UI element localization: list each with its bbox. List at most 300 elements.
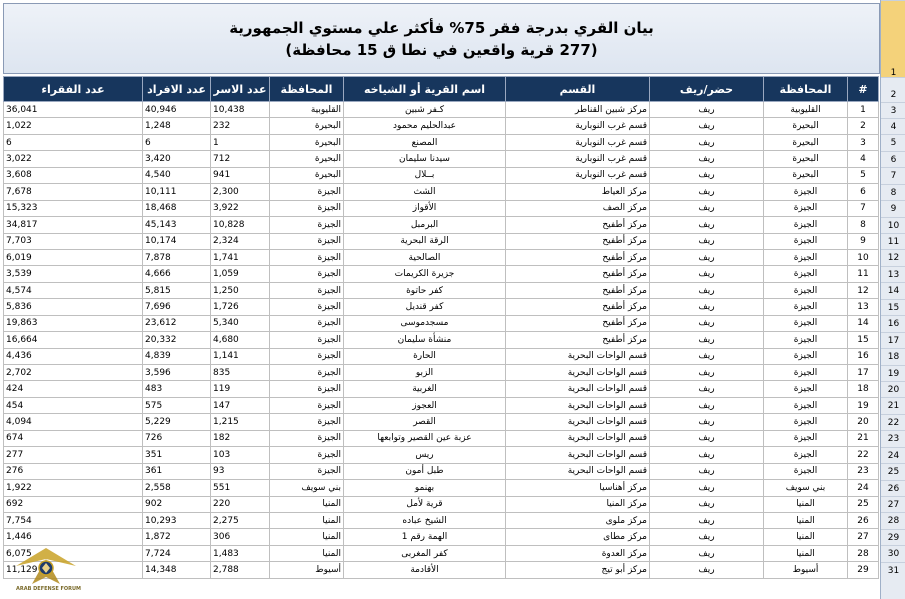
cell-individuals[interactable]: 18,468 <box>143 200 211 216</box>
cell-governorate-2[interactable]: المنيا <box>270 545 344 561</box>
cell-urban-rural[interactable]: ريف <box>650 151 764 167</box>
cell-governorate[interactable]: الجيزة <box>764 315 848 331</box>
cell-governorate-2[interactable]: المنيا <box>270 496 344 512</box>
cell-individuals[interactable]: 4,839 <box>143 348 211 364</box>
cell-index[interactable]: 3 <box>848 134 879 150</box>
cell-village[interactable]: الغربية <box>344 381 506 397</box>
row-number[interactable]: 14 <box>881 282 905 298</box>
cell-governorate[interactable]: الجيزة <box>764 299 848 315</box>
row-number[interactable]: 26 <box>881 480 905 496</box>
cell-individuals[interactable]: 40,946 <box>143 102 211 118</box>
cell-index[interactable]: 25 <box>848 496 879 512</box>
cell-district[interactable]: مركز شبين القناطر <box>506 102 650 118</box>
cell-urban-rural[interactable]: ريف <box>650 430 764 446</box>
cell-poor[interactable]: 11,129 <box>4 562 143 578</box>
cell-households[interactable]: 2,324 <box>211 233 270 249</box>
cell-index[interactable]: 2 <box>848 118 879 134</box>
cell-governorate[interactable]: الجيزة <box>764 414 848 430</box>
cell-urban-rural[interactable]: ريف <box>650 282 764 298</box>
cell-urban-rural[interactable]: ريف <box>650 118 764 134</box>
row-number-column <box>880 0 905 599</box>
cell-governorate-2[interactable]: الجيزة <box>270 414 344 430</box>
cell-district[interactable]: مركز الصف <box>506 200 650 216</box>
cell-district[interactable]: قسم غرب النوبارية <box>506 134 650 150</box>
row-number[interactable]: 4 <box>881 118 905 134</box>
cell-individuals[interactable]: 7,696 <box>143 299 211 315</box>
cell-urban-rural[interactable]: ريف <box>650 102 764 118</box>
cell-village[interactable]: الشيخ عباده <box>344 512 506 528</box>
cell-district[interactable]: قسم الواحات البحرية <box>506 463 650 479</box>
cell-poor[interactable]: 2,702 <box>4 365 143 381</box>
row-number[interactable]: 7 <box>881 167 905 183</box>
row-number[interactable]: 17 <box>881 332 905 348</box>
cell-poor[interactable]: 674 <box>4 430 143 446</box>
cell-urban-rural[interactable]: ريف <box>650 348 764 364</box>
cell-poor[interactable]: 6,019 <box>4 249 143 265</box>
cell-governorate[interactable]: الجيزة <box>764 217 848 233</box>
cell-poor[interactable]: 277 <box>4 447 143 463</box>
cell-district[interactable]: مركز أطفيح <box>506 315 650 331</box>
cell-urban-rural[interactable]: ريف <box>650 414 764 430</box>
cell-urban-rural[interactable]: ريف <box>650 266 764 282</box>
cell-households[interactable]: 1,741 <box>211 249 270 265</box>
cell-governorate-2[interactable]: البحيرة <box>270 118 344 134</box>
cell-governorate[interactable]: أسيوط <box>764 562 848 578</box>
cell-governorate-2[interactable]: الجيزة <box>270 365 344 381</box>
cell-households[interactable]: 220 <box>211 496 270 512</box>
cell-individuals[interactable]: 14,348 <box>143 562 211 578</box>
cell-governorate[interactable]: الجيزة <box>764 282 848 298</box>
cell-urban-rural[interactable]: ريف <box>650 200 764 216</box>
cell-poor[interactable]: 5,836 <box>4 299 143 315</box>
cell-governorate-2[interactable]: الجيزة <box>270 447 344 463</box>
cell-individuals[interactable]: 575 <box>143 397 211 413</box>
cell-households[interactable]: 1,215 <box>211 414 270 430</box>
row-number[interactable]: 2 <box>881 77 905 102</box>
cell-poor[interactable]: 7,678 <box>4 184 143 200</box>
cell-urban-rural[interactable]: ريف <box>650 545 764 561</box>
cell-urban-rural[interactable]: ريف <box>650 496 764 512</box>
cell-governorate[interactable]: المنيا <box>764 545 848 561</box>
cell-poor[interactable]: 6,075 <box>4 545 143 561</box>
cell-index[interactable]: 7 <box>848 200 879 216</box>
cell-poor[interactable]: 4,094 <box>4 414 143 430</box>
cell-district[interactable]: قسم غرب النوبارية <box>506 151 650 167</box>
cell-index[interactable]: 12 <box>848 282 879 298</box>
cell-governorate-2[interactable]: البحيرة <box>270 167 344 183</box>
cell-individuals[interactable]: 2,558 <box>143 480 211 496</box>
cell-index[interactable]: 11 <box>848 266 879 282</box>
cell-district[interactable]: مركز أطفيح <box>506 299 650 315</box>
row-number[interactable]: 19 <box>881 365 905 381</box>
cell-governorate[interactable]: البحيرة <box>764 167 848 183</box>
cell-governorate-2[interactable]: المنيا <box>270 512 344 528</box>
cell-households[interactable]: 119 <box>211 381 270 397</box>
row-number[interactable]: 11 <box>881 233 905 249</box>
cell-index[interactable]: 24 <box>848 480 879 496</box>
cell-households[interactable]: 1,726 <box>211 299 270 315</box>
cell-urban-rural[interactable]: ريف <box>650 562 764 578</box>
cell-district[interactable]: مركز أطفيح <box>506 332 650 348</box>
cell-governorate-2[interactable]: الجيزة <box>270 332 344 348</box>
cell-households[interactable]: 306 <box>211 529 270 545</box>
cell-index[interactable]: 8 <box>848 217 879 233</box>
cell-index[interactable]: 27 <box>848 529 879 545</box>
row-number[interactable]: 31 <box>881 562 905 578</box>
row-number[interactable]: 28 <box>881 512 905 528</box>
cell-urban-rural[interactable]: ريف <box>650 233 764 249</box>
cell-urban-rural[interactable]: ريف <box>650 134 764 150</box>
cell-village[interactable]: عزبة عين القصير وتوابعها <box>344 430 506 446</box>
cell-poor[interactable]: 4,436 <box>4 348 143 364</box>
cell-urban-rural[interactable]: ريف <box>650 463 764 479</box>
cell-governorate[interactable]: الجيزة <box>764 447 848 463</box>
cell-district[interactable]: مركز العياط <box>506 184 650 200</box>
cell-index[interactable]: 5 <box>848 167 879 183</box>
cell-governorate-2[interactable]: الجيزة <box>270 200 344 216</box>
row-number[interactable]: 1 <box>881 0 905 77</box>
cell-urban-rural[interactable]: ريف <box>650 529 764 545</box>
cell-governorate[interactable]: الجيزة <box>764 200 848 216</box>
cell-households[interactable]: 10,828 <box>211 217 270 233</box>
table-row <box>4 200 879 216</box>
cell-households[interactable]: 1,483 <box>211 545 270 561</box>
cell-governorate[interactable]: القليوبية <box>764 102 848 118</box>
cell-index[interactable]: 26 <box>848 512 879 528</box>
row-number[interactable]: 20 <box>881 381 905 397</box>
cell-households[interactable]: 2,300 <box>211 184 270 200</box>
villages-table <box>3 76 879 579</box>
cell-village[interactable]: عبدالحليم محمود <box>344 118 506 134</box>
cell-district[interactable]: قسم الواحات البحرية <box>506 397 650 413</box>
cell-households[interactable]: 103 <box>211 447 270 463</box>
cell-individuals[interactable]: 3,420 <box>143 151 211 167</box>
cell-individuals[interactable]: 20,332 <box>143 332 211 348</box>
cell-index[interactable]: 6 <box>848 184 879 200</box>
cell-individuals[interactable]: 10,293 <box>143 512 211 528</box>
cell-urban-rural[interactable]: ريف <box>650 447 764 463</box>
cell-urban-rural[interactable]: ريف <box>650 381 764 397</box>
cell-governorate[interactable]: الجيزة <box>764 348 848 364</box>
cell-index[interactable]: 20 <box>848 414 879 430</box>
cell-district[interactable]: مركز مطاى <box>506 529 650 545</box>
cell-index[interactable]: 14 <box>848 315 879 331</box>
cell-index[interactable]: 28 <box>848 545 879 561</box>
cell-governorate-2[interactable]: أسيوط <box>270 562 344 578</box>
cell-individuals[interactable]: 726 <box>143 430 211 446</box>
row-number[interactable]: 21 <box>881 397 905 413</box>
cell-district[interactable]: مركز أطفيح <box>506 233 650 249</box>
cell-governorate-2[interactable]: الجيزة <box>270 299 344 315</box>
cell-governorate[interactable]: الجيزة <box>764 430 848 446</box>
cell-individuals[interactable]: 361 <box>143 463 211 479</box>
cell-village[interactable]: الشث <box>344 184 506 200</box>
row-number[interactable]: 9 <box>881 200 905 216</box>
cell-governorate-2[interactable]: الجيزة <box>270 315 344 331</box>
cell-households[interactable]: 232 <box>211 118 270 134</box>
cell-poor[interactable]: 4,574 <box>4 282 143 298</box>
cell-households[interactable]: 835 <box>211 365 270 381</box>
cell-urban-rural[interactable]: ريف <box>650 332 764 348</box>
cell-village[interactable]: المصنع <box>344 134 506 150</box>
row-number[interactable]: 29 <box>881 529 905 545</box>
cell-governorate[interactable]: الجيزة <box>764 397 848 413</box>
cell-poor[interactable]: 16,664 <box>4 332 143 348</box>
cell-governorate-2[interactable]: الجيزة <box>270 397 344 413</box>
cell-households[interactable]: 941 <box>211 167 270 183</box>
cell-governorate[interactable]: الجيزة <box>764 249 848 265</box>
cell-governorate[interactable]: البحيرة <box>764 151 848 167</box>
cell-governorate[interactable]: المنيا <box>764 529 848 545</box>
cell-village[interactable]: الهمة رقم 1 <box>344 529 506 545</box>
cell-individuals[interactable]: 351 <box>143 447 211 463</box>
row-number[interactable]: 22 <box>881 414 905 430</box>
cell-individuals[interactable]: 6 <box>143 134 211 150</box>
cell-village[interactable]: ريس <box>344 447 506 463</box>
cell-poor[interactable]: 1,922 <box>4 480 143 496</box>
cell-individuals[interactable]: 7,878 <box>143 249 211 265</box>
cell-governorate-2[interactable]: الجيزة <box>270 233 344 249</box>
cell-urban-rural[interactable]: ريف <box>650 365 764 381</box>
row-number[interactable]: 15 <box>881 299 905 315</box>
cell-governorate[interactable]: الجيزة <box>764 365 848 381</box>
cell-index[interactable]: 21 <box>848 430 879 446</box>
cell-individuals[interactable]: 5,229 <box>143 414 211 430</box>
cell-index[interactable]: 4 <box>848 151 879 167</box>
cell-poor[interactable]: 7,703 <box>4 233 143 249</box>
cell-poor[interactable]: 454 <box>4 397 143 413</box>
cell-poor[interactable]: 3,539 <box>4 266 143 282</box>
cell-village[interactable]: كـفر شبين <box>344 102 506 118</box>
cell-urban-rural[interactable]: ريف <box>650 217 764 233</box>
cell-governorate[interactable]: الجيزة <box>764 184 848 200</box>
cell-governorate-2[interactable]: الجيزة <box>270 217 344 233</box>
cell-district[interactable]: مركز أطفيح <box>506 282 650 298</box>
cell-village[interactable]: القصر <box>344 414 506 430</box>
row-number[interactable]: 18 <box>881 348 905 364</box>
cell-poor[interactable]: 692 <box>4 496 143 512</box>
cell-governorate-2[interactable]: الجيزة <box>270 463 344 479</box>
cell-households[interactable]: 10,438 <box>211 102 270 118</box>
table-row <box>4 299 879 315</box>
cell-village[interactable]: كفر قنديل <box>344 299 506 315</box>
cell-governorate[interactable]: الجيزة <box>764 463 848 479</box>
cell-district[interactable]: قسم الواحات البحرية <box>506 414 650 430</box>
cell-households[interactable]: 2,275 <box>211 512 270 528</box>
cell-district[interactable]: قسم الواحات البحرية <box>506 348 650 364</box>
cell-district[interactable]: مركز أطفيح <box>506 266 650 282</box>
row-number[interactable]: 10 <box>881 217 905 233</box>
cell-village[interactable]: سيدنا سليمان <box>344 151 506 167</box>
cell-governorate-2[interactable]: الجيزة <box>270 266 344 282</box>
cell-index[interactable]: 1 <box>848 102 879 118</box>
row-number[interactable]: 12 <box>881 249 905 265</box>
table-body <box>4 102 879 579</box>
cell-governorate[interactable]: المنيا <box>764 496 848 512</box>
cell-urban-rural[interactable]: ريف <box>650 512 764 528</box>
cell-governorate-2[interactable]: القليوبية <box>270 102 344 118</box>
cell-village[interactable]: الرقة البحرية <box>344 233 506 249</box>
cell-households[interactable]: 182 <box>211 430 270 446</box>
cell-poor[interactable]: 15,323 <box>4 200 143 216</box>
cell-poor[interactable]: 19,863 <box>4 315 143 331</box>
row-number[interactable]: 3 <box>881 102 905 118</box>
cell-urban-rural[interactable]: ريف <box>650 167 764 183</box>
cell-district[interactable]: مركز أطفيح <box>506 217 650 233</box>
cell-village[interactable]: كفر حاتوة <box>344 282 506 298</box>
cell-district[interactable]: مركز المنيا <box>506 496 650 512</box>
cell-poor[interactable]: 3,022 <box>4 151 143 167</box>
cell-poor[interactable]: 34,817 <box>4 217 143 233</box>
cell-village[interactable]: الصالحية <box>344 249 506 265</box>
cell-governorate[interactable]: بني سويف <box>764 480 848 496</box>
cell-village[interactable]: مسجدموسى <box>344 315 506 331</box>
cell-village[interactable]: العجوز <box>344 397 506 413</box>
cell-district[interactable]: قسم الواحات البحرية <box>506 430 650 446</box>
cell-households[interactable]: 1,141 <box>211 348 270 364</box>
cell-poor[interactable]: 276 <box>4 463 143 479</box>
cell-individuals[interactable]: 23,612 <box>143 315 211 331</box>
cell-households[interactable]: 1 <box>211 134 270 150</box>
title-box <box>3 3 880 74</box>
cell-individuals[interactable]: 10,174 <box>143 233 211 249</box>
row-number[interactable]: 24 <box>881 447 905 463</box>
cell-governorate[interactable]: المنيا <box>764 512 848 528</box>
cell-individuals[interactable]: 7,724 <box>143 545 211 561</box>
cell-governorate[interactable]: البحيرة <box>764 118 848 134</box>
cell-urban-rural[interactable]: ريف <box>650 397 764 413</box>
cell-index[interactable]: 13 <box>848 299 879 315</box>
cell-households[interactable]: 2,788 <box>211 562 270 578</box>
cell-individuals[interactable]: 45,143 <box>143 217 211 233</box>
cell-poor[interactable]: 1,446 <box>4 529 143 545</box>
cell-households[interactable]: 147 <box>211 397 270 413</box>
cell-individuals[interactable]: 1,872 <box>143 529 211 545</box>
cell-governorate-2[interactable]: الجيزة <box>270 430 344 446</box>
cell-village[interactable]: كفر المغربى <box>344 545 506 561</box>
cell-district[interactable]: قسم غرب النوبارية <box>506 167 650 183</box>
cell-governorate[interactable]: الجيزة <box>764 266 848 282</box>
cell-district[interactable]: مركز العدوة <box>506 545 650 561</box>
cell-poor[interactable]: 36,041 <box>4 102 143 118</box>
cell-district[interactable]: مركز ملوى <box>506 512 650 528</box>
cell-poor[interactable]: 3,608 <box>4 167 143 183</box>
cell-individuals[interactable]: 1,248 <box>143 118 211 134</box>
cell-index[interactable]: 23 <box>848 463 879 479</box>
cell-households[interactable]: 551 <box>211 480 270 496</box>
cell-governorate-2[interactable]: المنيا <box>270 529 344 545</box>
cell-village[interactable]: الزبو <box>344 365 506 381</box>
cell-district[interactable]: قسم الواحات البحرية <box>506 365 650 381</box>
cell-individuals[interactable]: 4,666 <box>143 266 211 282</box>
cell-households[interactable]: 4,680 <box>211 332 270 348</box>
cell-village[interactable]: قرية لأمل <box>344 496 506 512</box>
table-header-row <box>4 77 879 102</box>
cell-index[interactable]: 10 <box>848 249 879 265</box>
row-number[interactable]: 25 <box>881 463 905 479</box>
cell-village[interactable]: بهنمو <box>344 480 506 496</box>
cell-individuals[interactable]: 3,596 <box>143 365 211 381</box>
cell-village[interactable]: البرمبل <box>344 217 506 233</box>
cell-index[interactable]: 18 <box>848 381 879 397</box>
cell-district[interactable]: مركز أطفيح <box>506 249 650 265</box>
cell-village[interactable]: الأقواز <box>344 200 506 216</box>
cell-village[interactable]: الأقادمة <box>344 562 506 578</box>
row-number[interactable]: 8 <box>881 184 905 200</box>
cell-poor[interactable]: 7,754 <box>4 512 143 528</box>
cell-poor[interactable]: 424 <box>4 381 143 397</box>
cell-governorate[interactable]: البحيرة <box>764 134 848 150</box>
cell-households[interactable]: 1,250 <box>211 282 270 298</box>
cell-index[interactable]: 9 <box>848 233 879 249</box>
cell-village[interactable]: جزيرة الكريمات <box>344 266 506 282</box>
cell-index[interactable]: 29 <box>848 562 879 578</box>
cell-households[interactable]: 93 <box>211 463 270 479</box>
cell-index[interactable]: 19 <box>848 397 879 413</box>
cell-households[interactable]: 1,059 <box>211 266 270 282</box>
cell-governorate[interactable]: الجيزة <box>764 233 848 249</box>
cell-district[interactable]: قسم الواحات البحرية <box>506 447 650 463</box>
cell-urban-rural[interactable]: ريف <box>650 249 764 265</box>
cell-individuals[interactable]: 10,111 <box>143 184 211 200</box>
cell-poor[interactable]: 6 <box>4 134 143 150</box>
cell-poor[interactable]: 1,022 <box>4 118 143 134</box>
cell-district[interactable]: مركز أبو تيج <box>506 562 650 578</box>
cell-urban-rural[interactable]: ريف <box>650 315 764 331</box>
cell-governorate-2[interactable]: الجيزة <box>270 184 344 200</box>
row-number[interactable]: 16 <box>881 315 905 331</box>
cell-governorate-2[interactable]: البحيرة <box>270 151 344 167</box>
cell-governorate-2[interactable]: البحيرة <box>270 134 344 150</box>
cell-village[interactable]: منشأة سليمان <box>344 332 506 348</box>
cell-individuals[interactable]: 4,540 <box>143 167 211 183</box>
cell-index[interactable]: 17 <box>848 365 879 381</box>
cell-index[interactable]: 16 <box>848 348 879 364</box>
cell-governorate-2[interactable]: الجيزة <box>270 381 344 397</box>
cell-governorate[interactable]: الجيزة <box>764 332 848 348</box>
cell-village[interactable]: الحارة <box>344 348 506 364</box>
cell-individuals[interactable]: 483 <box>143 381 211 397</box>
row-number[interactable]: 5 <box>881 134 905 150</box>
row-number[interactable]: 6 <box>881 151 905 167</box>
cell-governorate-2[interactable]: الجيزة <box>270 282 344 298</box>
table-row <box>4 447 879 463</box>
row-number[interactable]: 27 <box>881 496 905 512</box>
cell-households[interactable]: 712 <box>211 151 270 167</box>
cell-village[interactable]: بــلال <box>344 167 506 183</box>
cell-individuals[interactable]: 902 <box>143 496 211 512</box>
row-number[interactable]: 13 <box>881 266 905 282</box>
cell-governorate-2[interactable]: بني سويف <box>270 480 344 496</box>
row-number[interactable]: 30 <box>881 545 905 561</box>
cell-urban-rural[interactable]: ريف <box>650 480 764 496</box>
cell-governorate-2[interactable]: الجيزة <box>270 348 344 364</box>
cell-district[interactable]: قسم غرب النوبارية <box>506 118 650 134</box>
cell-governorate-2[interactable]: الجيزة <box>270 249 344 265</box>
cell-village[interactable]: طبل أمون <box>344 463 506 479</box>
cell-individuals[interactable]: 5,815 <box>143 282 211 298</box>
cell-urban-rural[interactable]: ريف <box>650 184 764 200</box>
cell-district[interactable]: مركز أهناسيا <box>506 480 650 496</box>
cell-index[interactable]: 15 <box>848 332 879 348</box>
cell-index[interactable]: 22 <box>848 447 879 463</box>
cell-households[interactable]: 3,922 <box>211 200 270 216</box>
cell-urban-rural[interactable]: ريف <box>650 299 764 315</box>
cell-households[interactable]: 5,340 <box>211 315 270 331</box>
cell-district[interactable]: قسم الواحات البحرية <box>506 381 650 397</box>
row-number[interactable]: 23 <box>881 430 905 446</box>
cell-governorate[interactable]: الجيزة <box>764 381 848 397</box>
